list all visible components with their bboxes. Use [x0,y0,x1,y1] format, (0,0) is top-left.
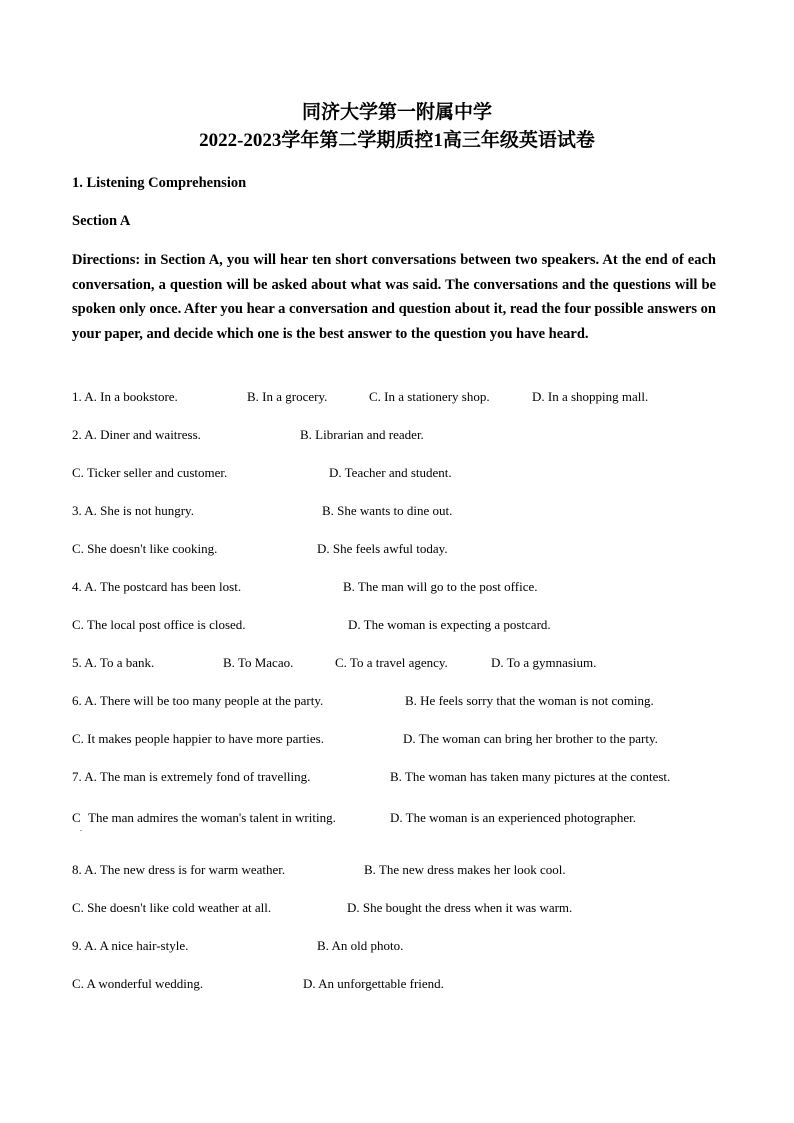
q2-option-b: B. Librarian and reader. [300,427,424,442]
q8-option-d: D. She bought the dress when it was warm. [347,900,573,915]
q5-option-c: C. To a travel agency. [335,655,448,670]
q3-option-b: B. She wants to dine out. [322,503,453,518]
q6-option-b: B. He feels sorry that the woman is not coming. [405,693,654,708]
q5-option-d: D. To a gymnasium. [491,655,597,670]
q9-option-d: D. An unforgettable friend. [303,976,444,991]
q1-option-c: C. In a stationery shop. [369,389,490,404]
q7-option-c-dot: . [80,824,82,833]
school-name: 同济大学第一附属中学 [301,102,492,123]
q9-option-c: C. A wonderful wedding. [72,976,204,991]
q7-option-c: The man admires the woman's talent in writing. [88,810,336,825]
exam-title: 2022-2023学年第二学期质控1高三年级英语试卷 [199,130,595,151]
q6-option-c: C. It makes people happier to have more parties. [72,731,324,746]
q7-option-b: B. The woman has taken many pictures at the contest. [390,769,671,784]
q3-option-d: D. She feels awful today. [317,541,448,556]
part-title: 1. Listening Comprehension [72,175,247,191]
q9-option-b: B. An old photo. [317,938,404,953]
q2-option-d: D. Teacher and student. [329,465,452,480]
q6-option-a: 6. A. There will be too many people at the party. [72,693,324,708]
q4-option-a: 4. A. The postcard has been lost. [72,579,242,594]
q7-option-c-letter: C [72,810,81,825]
q5-option-a: 5. A. To a bank. [72,655,155,670]
q2-option-c: C. Ticker seller and customer. [72,465,228,480]
q5-option-b: B. To Macao. [223,655,294,670]
q1-option-b: B. In a grocery. [247,389,328,404]
q4-option-c: C. The local post office is closed. [72,617,246,632]
q6-option-d: D. The woman can bring her brother to the party. [403,731,658,746]
q3-option-a: 3. A. She is not hungry. [72,503,194,518]
q8-option-b: B. The new dress makes her look cool. [364,862,566,877]
q4-option-d: D. The woman is expecting a postcard. [348,617,551,632]
q4-option-b: B. The man will go to the post office. [343,579,538,594]
q7-option-d: D. The woman is an experienced photographer. [390,810,636,825]
q1-option-d: D. In a shopping mall. [532,389,649,404]
q7-option-a: 7. A. The man is extremely fond of travelling. [72,769,311,784]
q3-option-c: C. She doesn't like cooking. [72,541,218,556]
directions-paragraph: Directions: in Section A, you will hear ten short conversations between two speakers. At the end of each conversation, a question will be asked about what was said. The conversations and the questions will be spoken only once. After you hear a conversation and question about it, read the four possible answers on your paper, and decide which one is the best answer to the question you have heard. [72,252,716,343]
q8-option-a: 8. A. The new dress is for warm weather. [72,862,286,877]
q1-option-a: 1. A. In a bookstore. [72,389,178,404]
q8-option-c: C. She doesn't like cold weather at all. [72,900,272,915]
section-label: Section A [72,213,131,229]
q9-option-a: 9. A. A nice hair-style. [72,938,189,953]
q2-option-a: 2. A. Diner and waitress. [72,427,201,442]
